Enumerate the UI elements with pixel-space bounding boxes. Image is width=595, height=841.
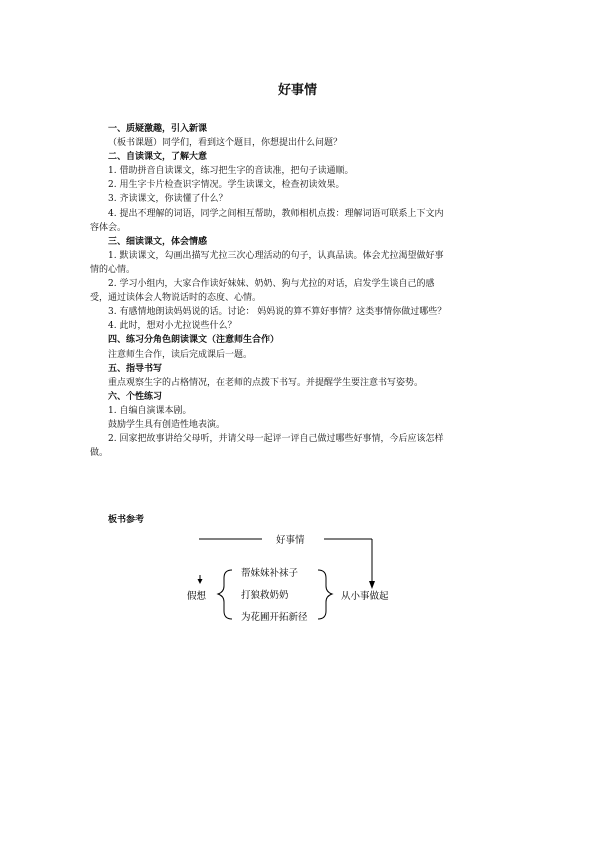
paragraph-line: 鼓励学生具有创造性地表演。 <box>108 419 226 430</box>
board-left-label: 假想 <box>187 591 207 602</box>
board-item-2: 打狼救奶奶 <box>241 590 289 601</box>
board-right-label: 从小事做起 <box>341 591 389 602</box>
paragraph-continuation: 情的心情。 <box>90 264 136 275</box>
section-heading: 四、练习分角色朗读课文（注意师生合作） <box>108 335 280 346</box>
section-heading: 五、指导书写 <box>108 363 163 374</box>
paragraph-line: 1. 默读课文，勾画出描写尤拉三次心理活动的句子，认真品读。体会尤拉渴望做好事 <box>108 250 444 261</box>
board-left-arrow-head <box>198 579 203 584</box>
paragraph-line: 3. 齐读课文，你读懂了什么？ <box>108 194 228 205</box>
section-heading: 六、个性练习 <box>108 391 163 402</box>
section-heading: 一、质疑激趣，引入新课 <box>108 124 208 134</box>
board-item-1: 帮妹妹补袜子 <box>241 568 299 579</box>
paragraph-line: 4. 此时，想对小尤拉说些什么？ <box>108 321 237 332</box>
board-item-3: 为花圃开拓新径 <box>241 612 308 623</box>
lesson-plan-body <box>90 122 510 460</box>
paragraph-continuation: 受，通过读体会人物说话时的态度、心情。 <box>90 293 262 304</box>
section-heading: 三、细读课文，体会情感 <box>108 236 208 247</box>
paragraph-line: 注意师生合作，读后完成课后一题。 <box>108 349 253 360</box>
paragraph-line: 2. 学习小组内，大家合作读好妹妹、奶奶、狗与尤拉的对话，启发学生谈自己的感 <box>108 279 435 290</box>
board-reference-label: 板书参考 <box>108 515 145 525</box>
paragraph-line: 3. 有感情地朗读妈妈说的话。讨论： 妈妈说的算不算好事情？这类事情你做过哪些？ <box>108 307 447 318</box>
section-heading: 二、自读课文，了解大意 <box>108 152 208 163</box>
board-top-label: 好事情 <box>276 535 305 546</box>
paragraph-line: 1. 借助拼音自读课文，练习把生字的音读准，把句子读通顺。 <box>108 166 354 177</box>
board-right-brace <box>318 570 332 619</box>
paragraph-line: （板书课题）同学们，看到这个题目，你想提出什么问题？ <box>108 138 343 149</box>
paragraph-line: 重点观察生字的占格情况，在老师的点拨下书写。并提醒学生要注意书写姿势。 <box>108 377 424 388</box>
paragraph-line: 1. 自编自演课本剧。 <box>108 405 192 416</box>
paragraph-line: 2. 用生字卡片检查识字情况。学生读课文，检查初读效果。 <box>108 180 345 191</box>
paragraph-continuation: 容体会。 <box>90 222 127 233</box>
document-title: 好事情 <box>277 83 317 98</box>
paragraph-continuation: 做。 <box>90 448 109 459</box>
board-left-brace <box>218 570 232 619</box>
paragraph-line: 4. 提出不理解的词语，同学之间相互帮助，教师相机点拨：理解词语可联系上下文内 <box>108 208 444 219</box>
paragraph-line: 2. 回家把故事讲给父母听，并请父母一起评一评自己做过哪些好事情，今后应该怎样 <box>108 434 444 445</box>
